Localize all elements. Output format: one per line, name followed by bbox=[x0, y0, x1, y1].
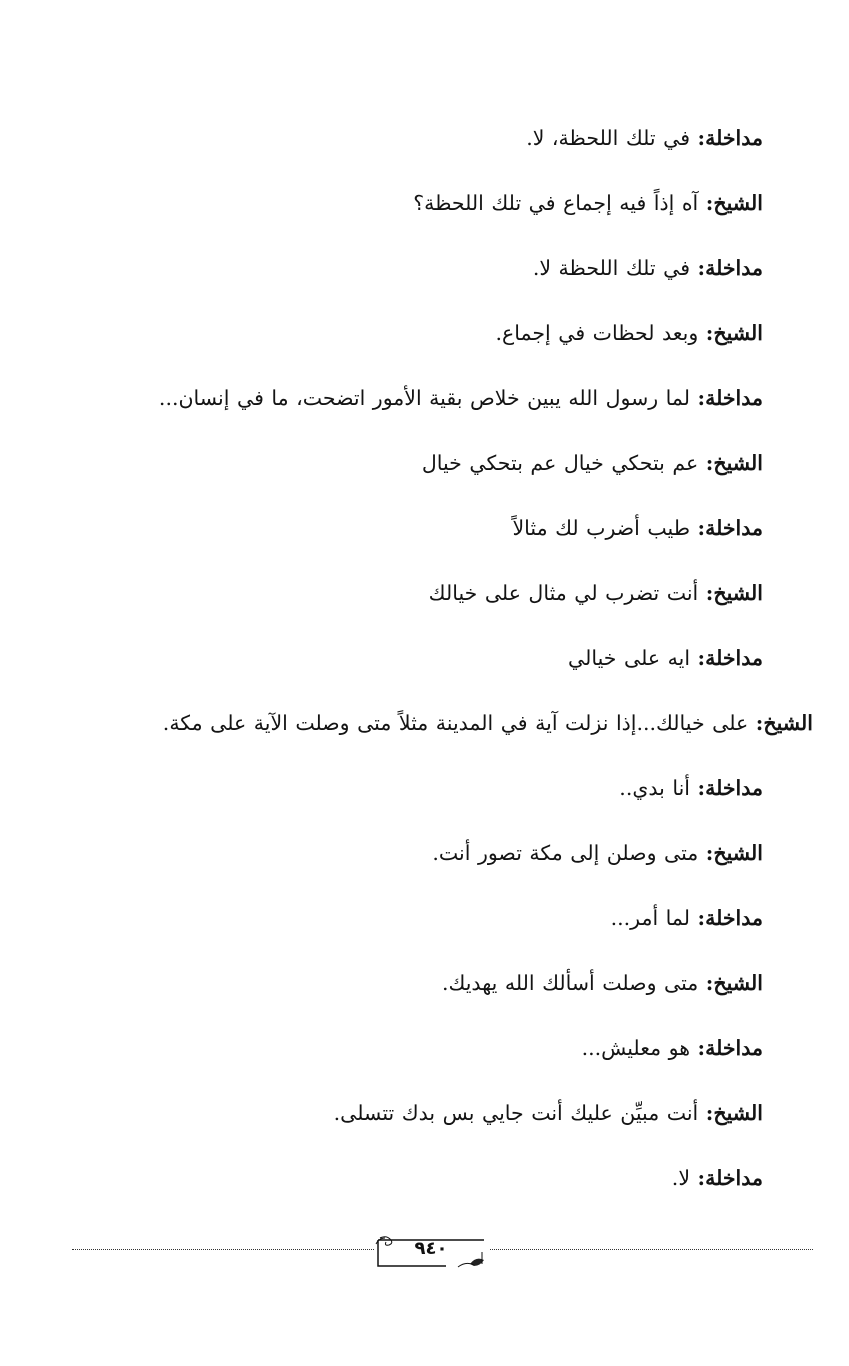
speaker-label: الشيخ: bbox=[755, 711, 813, 735]
speaker-label: الشيخ: bbox=[705, 971, 763, 995]
line-text: في تلك اللحظة لا. bbox=[532, 256, 698, 280]
line-text: أنت تضرب لي مثال على خيالك bbox=[428, 581, 706, 605]
line-text: آه إذاً فيه إجماع في تلك اللحظة؟ bbox=[413, 191, 706, 215]
dialogue-line bbox=[70, 835, 763, 871]
dialogue-line bbox=[70, 510, 763, 546]
speaker-label: الشيخ: bbox=[705, 321, 763, 345]
line-text: طيب أضرب لك مثالاً bbox=[512, 516, 698, 540]
line-text: متى وصلن إلى مكة تصور أنت. bbox=[432, 841, 706, 865]
footer-dotted-rule-right bbox=[490, 1249, 813, 1250]
line-text: هو معليش... bbox=[581, 1036, 698, 1060]
page-number-ornament bbox=[374, 1234, 488, 1270]
speaker-label: الشيخ: bbox=[705, 191, 763, 215]
speaker-label: مداخلة: bbox=[697, 776, 763, 800]
line-text: وبعد لحظات في إجماع. bbox=[495, 321, 706, 345]
speaker-label: مداخلة: bbox=[697, 1036, 763, 1060]
dialogue-line bbox=[70, 120, 763, 156]
line-text: لا. bbox=[671, 1166, 698, 1190]
speaker-label: الشيخ: bbox=[705, 581, 763, 605]
dialogue-line bbox=[70, 1095, 763, 1131]
speaker-label: مداخلة: bbox=[697, 256, 763, 280]
dialogue-line bbox=[70, 380, 763, 416]
dialogue-line bbox=[70, 575, 763, 611]
dialogue-line bbox=[70, 705, 813, 741]
line-text: على خيالك...إذا نزلت آية في المدينة مثلاً متى وصلت الآية على مكة. bbox=[162, 711, 756, 735]
line-text: ايه على خيالي bbox=[568, 646, 698, 670]
line-text: في تلك اللحظة، لا. bbox=[526, 126, 698, 150]
dialogue-line bbox=[70, 1160, 763, 1196]
dialogue-line bbox=[70, 185, 763, 221]
dialogue-line bbox=[70, 445, 763, 481]
speaker-label: مداخلة: bbox=[697, 386, 763, 410]
speaker-label: مداخلة: bbox=[697, 906, 763, 930]
line-text: متى وصلت أسألك الله يهديك. bbox=[441, 971, 706, 995]
speaker-label: مداخلة: bbox=[697, 1166, 763, 1190]
dialogue-transcript bbox=[70, 120, 813, 1225]
dialogue-line bbox=[70, 1030, 763, 1066]
dialogue-line bbox=[70, 900, 763, 936]
dialogue-line bbox=[70, 250, 763, 286]
page-footer bbox=[72, 1234, 813, 1274]
speaker-label: الشيخ: bbox=[705, 1101, 763, 1125]
line-text: لما أمر... bbox=[610, 906, 698, 930]
speaker-label: الشيخ: bbox=[705, 451, 763, 475]
page-number: ٩٤٠ bbox=[414, 1238, 448, 1259]
line-text: أنت مبيِّن عليك أنت جايي بس بدك تتسلى. bbox=[333, 1101, 706, 1125]
dialogue-line bbox=[70, 640, 763, 676]
line-text: لما رسول الله يبين خلاص بقية الأمور اتضحت، ما في إنسان... bbox=[158, 386, 698, 410]
speaker-label: مداخلة: bbox=[697, 126, 763, 150]
dialogue-line bbox=[70, 965, 763, 1001]
line-text: أنا بدي.. bbox=[619, 776, 698, 800]
speaker-label: الشيخ: bbox=[705, 841, 763, 865]
footer-dotted-rule-left bbox=[72, 1249, 374, 1250]
dialogue-line bbox=[70, 770, 763, 806]
dialogue-line bbox=[70, 315, 763, 351]
speaker-label: مداخلة: bbox=[697, 646, 763, 670]
speaker-label: مداخلة: bbox=[697, 516, 763, 540]
line-text: عم بتحكي خيال عم بتحكي خيال bbox=[421, 451, 706, 475]
